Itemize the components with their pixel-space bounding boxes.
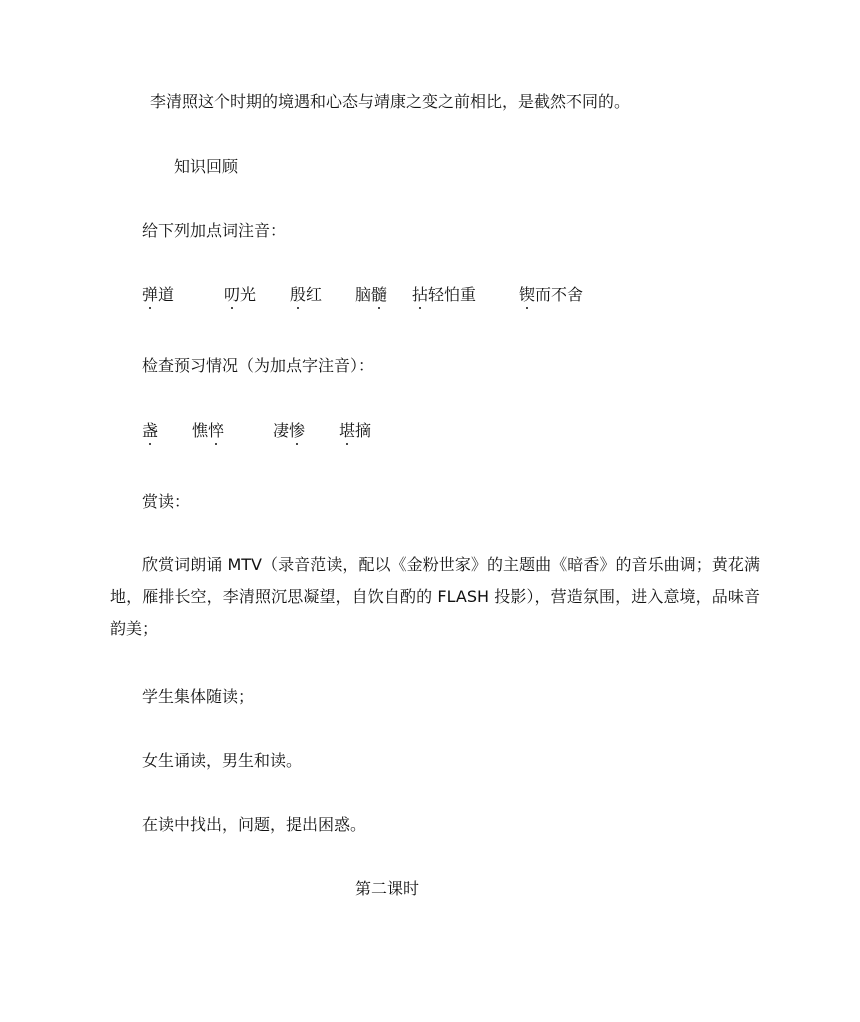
word-prefix: 凄	[273, 421, 290, 440]
word-prefix: 憔	[192, 421, 209, 440]
dotted-character: 悴	[208, 421, 225, 440]
word-prefix: 脑	[355, 285, 372, 304]
word-rest: 红	[306, 285, 323, 304]
step-find-questions: 在读中找出，问题，提出困惑。	[142, 815, 367, 834]
preview-word	[273, 421, 305, 441]
dotted-character: 堪	[339, 421, 356, 440]
dotted-character: 殷	[290, 285, 307, 304]
phonetic-word	[412, 285, 476, 305]
phonetic-word	[519, 285, 583, 305]
preview-word	[339, 421, 371, 441]
dotted-character: 拈	[412, 285, 429, 304]
dotted-character: 锲	[519, 285, 536, 304]
dotted-character: 髓	[371, 285, 388, 304]
intro-sentence: 李清照这个时期的境遇和心态与靖康之变之前相比，是截然不同的。	[150, 92, 631, 111]
appreciation-heading: 赏读：	[142, 492, 191, 511]
appreciation-paragraph: 欣赏词朗诵 MTV（录音范读，配以《金粉世家》的主题曲《暗香》的音乐曲调；黄花满地，雁排长空，李清照沉思凝望，自饮自酌的 FLASH 投影），营造氛围，进入意境，品味音韵美；	[110, 555, 760, 638]
review-heading: 知识回顾	[174, 157, 239, 176]
step-alternate-reading: 女生诵读，男生和读。	[142, 751, 303, 770]
phonetic-instruction: 给下列加点词注音：	[142, 221, 287, 240]
phonetic-word	[224, 285, 256, 305]
dotted-character: 弹	[142, 285, 159, 304]
dotted-character: 惨	[289, 421, 306, 440]
preview-instruction: 检查预习情况（为加点字注音）：	[142, 356, 375, 375]
word-rest: 轻怕重	[428, 285, 477, 304]
phonetic-word	[290, 285, 322, 305]
word-rest: 光	[240, 285, 257, 304]
phonetic-word	[355, 285, 387, 305]
preview-word	[142, 421, 158, 441]
dotted-character: 叨	[224, 285, 241, 304]
word-rest: 而不舍	[535, 285, 584, 304]
word-rest: 摘	[355, 421, 372, 440]
dotted-character: 盏	[142, 421, 159, 440]
word-rest: 道	[158, 285, 175, 304]
second-lesson-heading: 第二课时	[355, 879, 420, 898]
step-group-reading: 学生集体随读；	[142, 687, 255, 706]
phonetic-word	[142, 285, 174, 305]
preview-word	[192, 421, 224, 441]
